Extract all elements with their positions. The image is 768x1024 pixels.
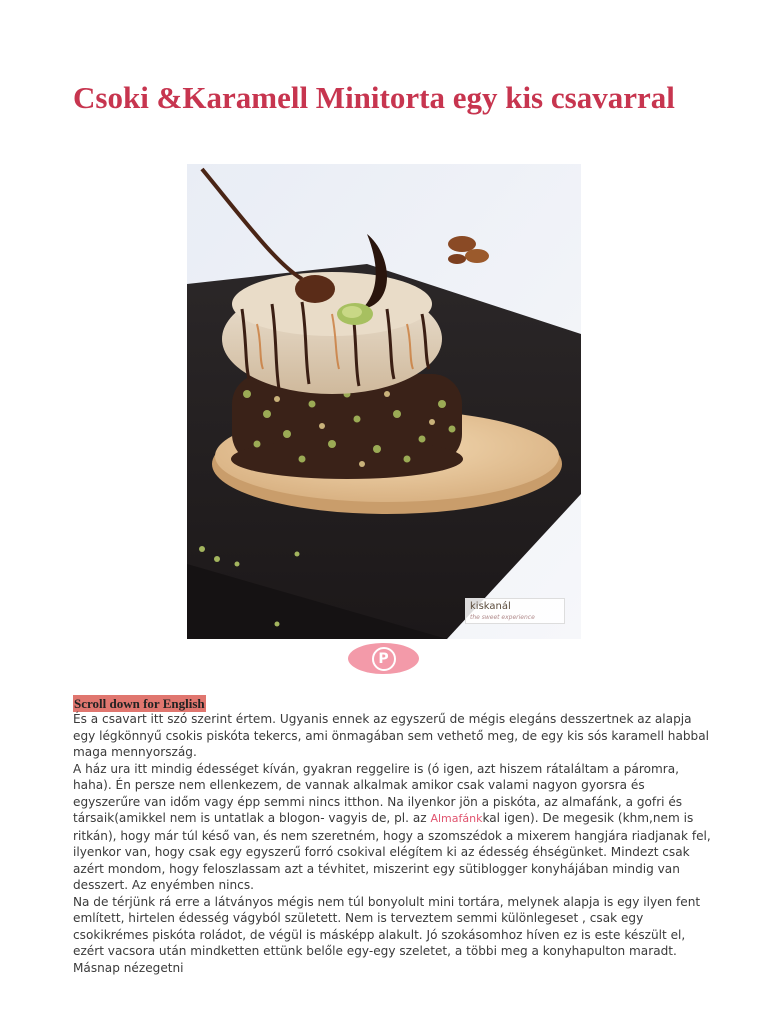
page-title: Csoki &Karamell Minitorta egy kis csavarral	[73, 80, 675, 115]
paragraph-2-text-a: A ház ura itt mindig édességet kíván, gyakran reggelire is (ó igen, azt hiszem rátaláltam a páromra, haha). Én persze nem ellenkezem, de vannak alkalmak amikor csak valami nagyon gyorsra és egyszerűre van időm vagy épp semmi nincs itthon. Na ilyenkor jön a piskóta, az almafánk, a gofri és társaik(amikkel nem is untatlak a blogon- vagyis de, pl. az	[73, 761, 683, 825]
almafank-link[interactable]: Almafánk	[430, 812, 483, 825]
paragraph-2-text-b: kal igen). De megesik (khm,nem is ritkán), hogy már túl késő van, és nem szeretném, hogy a szomszédok a mixerem hangjára riadjanak fel, ilyenkor van, hogy csak egy egyszerű forró csokival elégítem ki az édesség éhségünket. Mindezt csak azért mondom, hogy feloszlassam azt a tévhitet, miszerint egy sütiblogger konyhájában mindig van desszert. Az enyémben nincs.	[73, 811, 711, 892]
article-body	[73, 711, 713, 976]
photo-watermark	[465, 598, 565, 624]
watermark-brand: kiskanál	[470, 601, 511, 612]
paragraph-1: És a csavart itt szó szerint értem. Ugyanis ennek az egyszerű de mégis elegáns desszertnek az alapja egy légkönnyű csokis piskóta tekercs, ami önmagában sem vethető meg, de egy kis sós karamell habbal maga mennyország.	[73, 712, 709, 759]
scroll-down-label: Scroll down for English	[74, 696, 205, 711]
pinterest-button[interactable]	[348, 643, 419, 674]
watermark-tagline: the sweet experience	[470, 614, 535, 621]
cake-photo	[187, 164, 581, 639]
paragraph-2	[73, 761, 713, 894]
pinterest-icon: P	[372, 647, 396, 671]
cake-illustration	[187, 164, 581, 639]
paragraph-3: Na de térjünk rá erre a látványos mégis nem túl bonyolult mini tortára, melynek alapja is egy ilyen fent említett, hirtelen édesség vágyból született. Nem is terveztem semmi különlegeset , csak egy csokikrémes piskóta roládot, de végül is másképp alakult. Jó szokásomhoz híven ez is este készült el, ezért vacsora után mindketten ettünk belőle egy-egy szeletet, a többi meg a konyhapulton maradt. Másnap nézegetni	[73, 894, 701, 975]
